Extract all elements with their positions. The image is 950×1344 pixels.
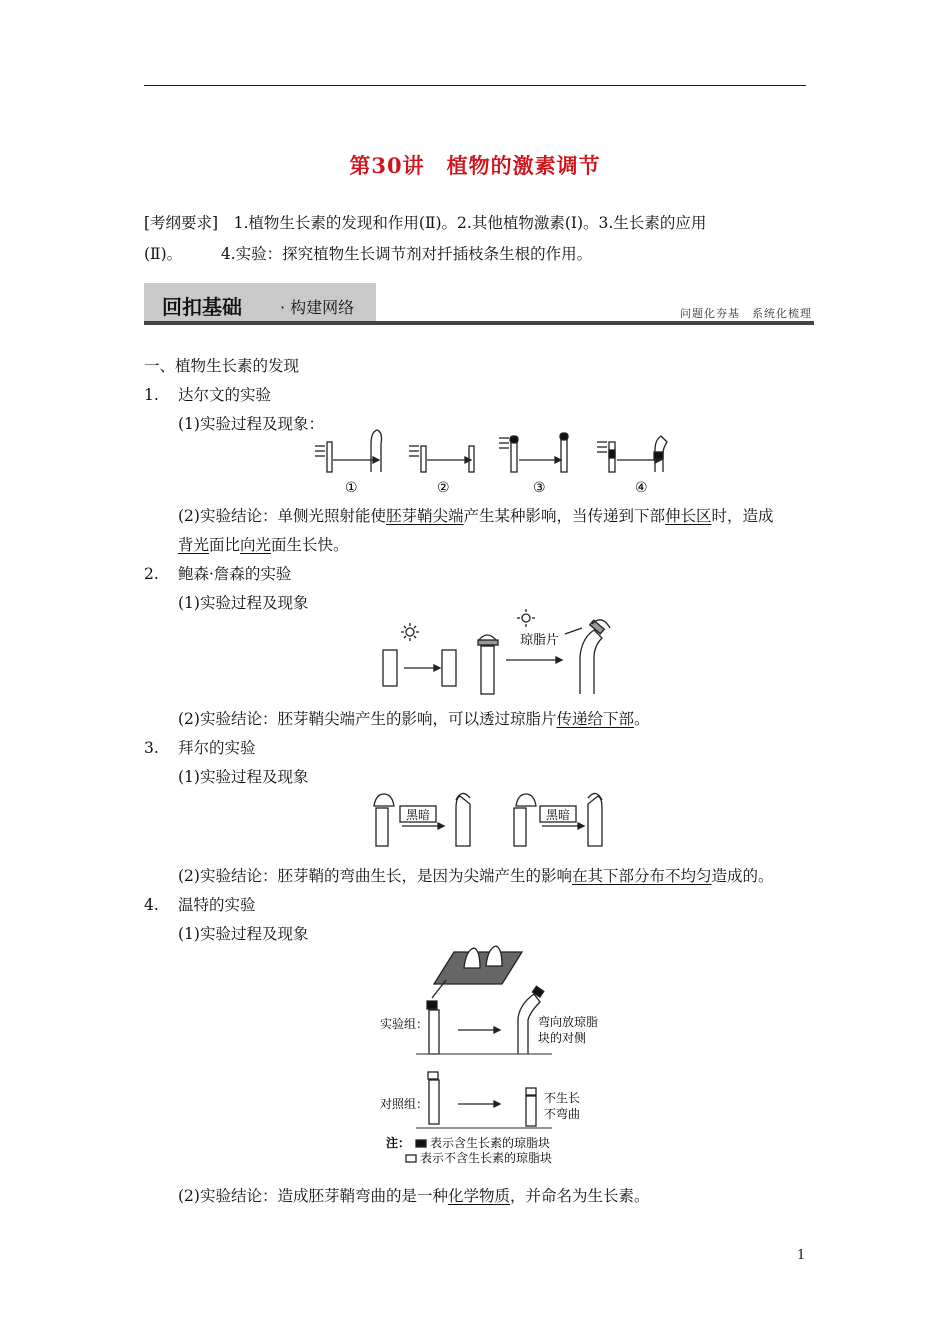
went-experiment-figure	[376, 940, 626, 1172]
darwin-label-3: ③	[533, 480, 546, 496]
requirements-line-2: (Ⅱ)。 4.实验：探究植物生长调节剂对扦插枝条生根的作用。	[144, 245, 593, 263]
darwin-heading: 1. 达尔文的实验	[144, 386, 272, 404]
boysen-heading: 2. 鲍森·詹森的实验	[144, 565, 292, 583]
page-number: 1	[797, 1248, 806, 1263]
header-rule	[144, 85, 806, 86]
darwin-label-1: ①	[345, 480, 358, 496]
went-control-result-1: 不生长	[544, 1091, 581, 1105]
went-experimental-result-1: 弯向放琼脂	[538, 1015, 599, 1029]
paal-heading: 3. 拜尔的实验	[144, 739, 256, 757]
went-note-2: 表示不含生长素的琼脂块	[420, 1151, 553, 1165]
exam-requirements	[144, 208, 808, 270]
went-note-1: 表示含生长素的琼脂块	[430, 1136, 551, 1150]
went-conclusion: (2)实验结论：造成胚芽鞘弯曲的是一种化学物质，并命名为生长素。	[178, 1187, 650, 1205]
went-process-label: (1)实验过程及现象	[178, 925, 309, 943]
darwin-experiment-figure	[305, 428, 685, 498]
darwin-conclusion-line-2: 背光面比向光面生长快。	[178, 536, 349, 554]
boysen-experiment-figure	[380, 612, 620, 698]
went-note-prefix: 注：	[386, 1136, 411, 1150]
requirements-line-1: 1.植物生长素的发现和作用(Ⅱ)。2.其他植物激素(Ⅰ)。3.生长素的应用	[218, 214, 707, 232]
section-heading: 一、植物生长素的发现	[144, 357, 300, 375]
paal-dark-label-1: 黑暗	[406, 808, 431, 822]
went-heading: 4. 温特的实验	[144, 896, 256, 914]
darwin-label-2: ②	[437, 480, 450, 496]
darwin-conclusion-line-1: (2)实验结论：单侧光照射能使胚芽鞘尖端产生某种影响，当传递到下部伸长区时，造成	[178, 507, 774, 525]
paal-process-label: (1)实验过程及现象	[178, 768, 309, 786]
banner-subtitle: · 构建网络	[280, 298, 355, 317]
boysen-process-label: (1)实验过程及现象	[178, 594, 309, 612]
agar-sheet-label: 琼脂片	[520, 633, 560, 648]
banner-title: 回扣基础	[162, 295, 242, 319]
darwin-label-4: ④	[635, 480, 648, 496]
went-control-group-label: 对照组：	[380, 1097, 429, 1111]
page-title: 第30讲 植物的激素调节	[349, 153, 601, 178]
boysen-conclusion: (2)实验结论：胚芽鞘尖端产生的影响，可以透过琼脂片传递给下部。	[178, 710, 650, 728]
section-banner	[144, 283, 814, 325]
requirements-label: [考纲要求]	[144, 214, 219, 232]
darwin-process-label: (1)实验过程及现象：	[178, 415, 324, 433]
paal-experiment-figure	[366, 788, 616, 850]
went-experimental-group-label: 实验组：	[380, 1017, 429, 1031]
paal-dark-label-2: 黑暗	[546, 808, 571, 822]
banner-tagline: 问题化夯基 系统化梳理	[680, 307, 812, 320]
paal-conclusion: (2)实验结论：胚芽鞘的弯曲生长，是因为尖端产生的影响在其下部分布不均匀造成的。	[178, 867, 774, 885]
went-experimental-result-2: 块的对侧	[538, 1031, 587, 1045]
went-control-result-2: 不弯曲	[544, 1107, 581, 1121]
